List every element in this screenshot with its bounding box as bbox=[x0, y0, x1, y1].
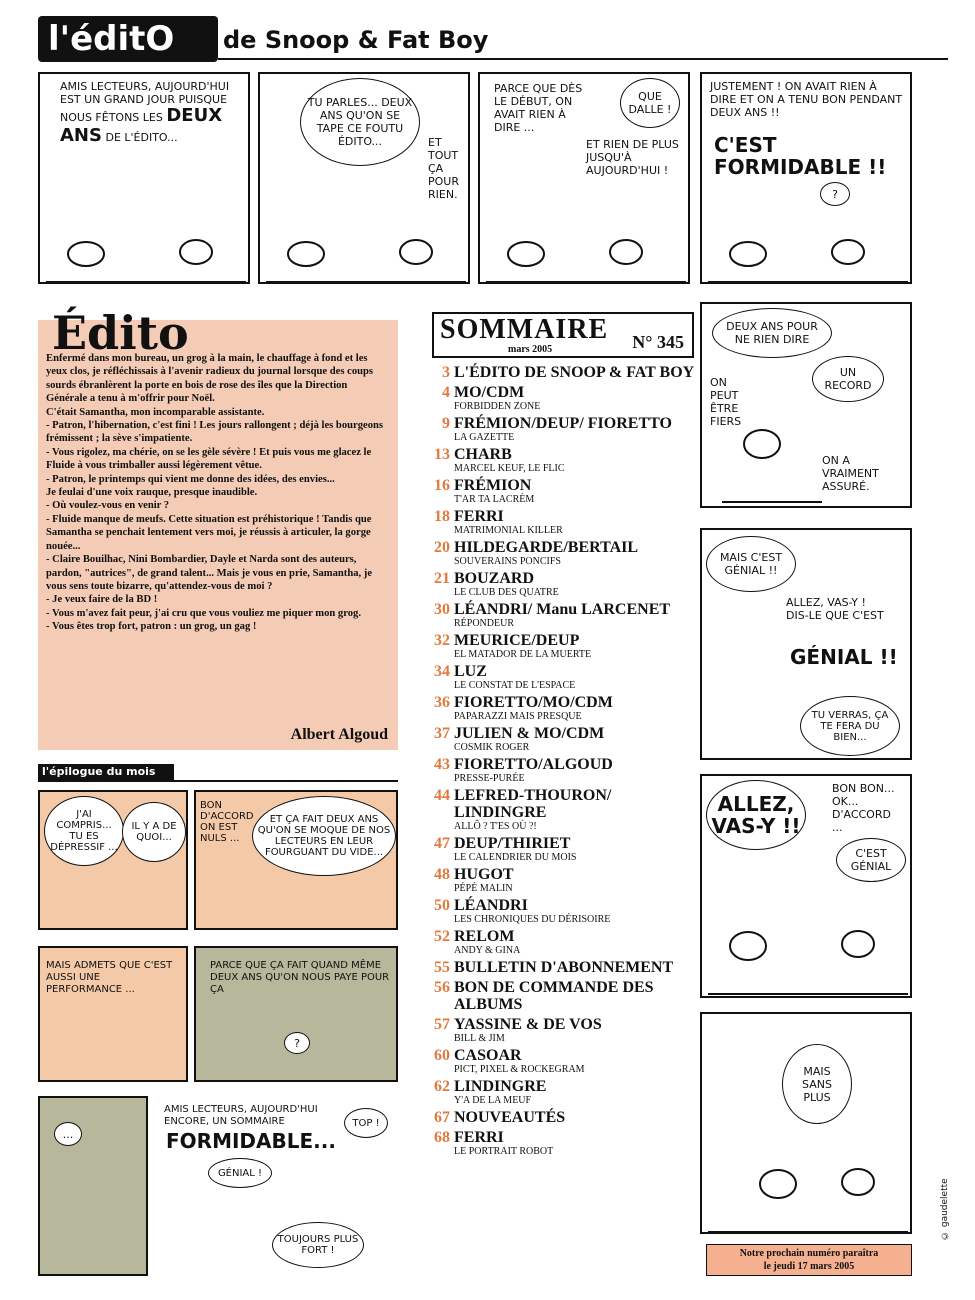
toc-subtitle: PICT, PIXEL & ROCKEGRAM bbox=[454, 1064, 585, 1075]
table-of-contents bbox=[430, 364, 700, 1160]
toc-page-number: 20 bbox=[434, 539, 450, 556]
speech-bubble: TU VERRAS, ÇA TE FERA DU BIEN... bbox=[800, 696, 900, 756]
toc-author: CHARB bbox=[454, 446, 512, 463]
toc-page-number: 44 bbox=[434, 787, 450, 804]
toc-subtitle: RÉPONDEUR bbox=[454, 618, 515, 629]
toc-subtitle: PÉPÉ MALIN bbox=[454, 883, 513, 894]
panel-big-text: GÉNIAL !! bbox=[790, 645, 898, 669]
toc-page-number: 67 bbox=[434, 1109, 450, 1126]
panel-big-text: FORMIDABLE... bbox=[166, 1129, 336, 1153]
panel-text: AMIS LECTEURS, AUJOURD'HUI EST UN GRAND JOUR PUISQUE NOUS FÊTONS LES bbox=[60, 80, 230, 124]
speech-bubble: MAIS SANS PLUS bbox=[782, 1044, 852, 1124]
toc-entry bbox=[430, 725, 700, 753]
toc-author: FRÉMION bbox=[454, 477, 532, 494]
header-subtitle: de Snoop & Fat Boy bbox=[223, 26, 489, 54]
edito-article bbox=[38, 306, 398, 750]
toc-entry bbox=[430, 384, 700, 412]
toc-page-number: 60 bbox=[434, 1047, 450, 1064]
toc-author: FERRI bbox=[454, 1129, 504, 1146]
edito-logo: l'éditO bbox=[38, 16, 218, 62]
panel-caption: ET TOUT ÇA POUR RIEN. bbox=[428, 136, 459, 201]
speech-bubble: TOUJOURS PLUS FORT ! bbox=[272, 1222, 364, 1268]
toc-entry bbox=[430, 446, 700, 474]
panel-caption: AMIS LECTEURS, AUJOURD'HUI ENCORE, UN SOMMAIRE bbox=[164, 1104, 318, 1127]
toc-page-number: 13 bbox=[434, 446, 450, 463]
toc-entry bbox=[430, 415, 700, 443]
toc-author: YASSINE & DE VOS bbox=[454, 1016, 602, 1033]
speech-bubble: C'EST GÉNIAL bbox=[836, 838, 906, 882]
toc-entry bbox=[430, 756, 700, 784]
edito-paragraph: Enfermé dans mon bureau, un grog à la main, le chauffage à fond et les yeux clos, je réfléchissais à l'avenir radieux du journal lorsque des coups sourds ébranlèrent la porte en bois de rose des îles que la Direction Générale a tenu à m'offrir pour Noël. bbox=[46, 353, 374, 405]
toc-subtitle: LA GAZETTE bbox=[454, 432, 515, 443]
next-issue-line1: Notre prochain numéro paraîtra bbox=[739, 1248, 879, 1259]
toc-author: BULLETIN D'ABONNEMENT bbox=[454, 959, 674, 976]
speech-bubble: TU PARLES... DEUX ANS QU'ON SE TAPE CE FOUTU ÉDITO... bbox=[300, 78, 420, 166]
toc-author: FIORETTO/MO/CDM bbox=[454, 694, 613, 711]
strip-right-panel-2 bbox=[700, 528, 912, 760]
strip-right-panel-4 bbox=[700, 1012, 912, 1234]
strip-top-panel-2 bbox=[258, 72, 470, 284]
characters-drawing bbox=[486, 224, 686, 284]
panel-caption: BON D'ACCORD ON EST NULS ... bbox=[200, 800, 254, 844]
toc-subtitle: FORBIDDEN ZONE bbox=[454, 401, 541, 412]
toc-subtitle: LE CONSTAT DE L'ESPACE bbox=[454, 680, 576, 691]
toc-entry bbox=[430, 570, 700, 598]
toc-page-number: 62 bbox=[434, 1078, 450, 1095]
toc-entry bbox=[430, 601, 700, 629]
toc-author: HILDEGARDE/BERTAIL bbox=[454, 539, 639, 556]
toc-entry bbox=[430, 663, 700, 691]
toc-page-number: 34 bbox=[434, 663, 450, 680]
toc-entry bbox=[430, 1078, 700, 1106]
toc-entry bbox=[430, 979, 700, 1013]
toc-author: LÉANDRI/ Manu LARCENET bbox=[454, 601, 671, 618]
toc-subtitle: LE CLUB DES QUATRE bbox=[454, 587, 559, 598]
epilogue-panel-1 bbox=[38, 790, 188, 930]
toc-page-number: 9 bbox=[442, 415, 450, 432]
toc-entry bbox=[430, 897, 700, 925]
toc-page-number: 18 bbox=[434, 508, 450, 525]
toc-subtitle: SOUVERAINS PONCIFS bbox=[454, 556, 561, 567]
toc-subtitle: BILL & JIM bbox=[454, 1033, 505, 1044]
characters-drawing bbox=[708, 906, 908, 996]
panel-caption: MAIS ADMETS QUE C'EST AUSSI UNE PERFORMANCE ... bbox=[46, 960, 173, 995]
toc-author: FERRI bbox=[454, 508, 504, 525]
toc-entry bbox=[430, 866, 700, 894]
panel-caption: JUSTEMENT ! ON AVAIT RIEN À DIRE ET ON A TENU BON PENDANT DEUX ANS !! bbox=[710, 80, 903, 119]
toc-entry bbox=[430, 1109, 700, 1126]
edito-paragraph: C'était Samantha, mon incomparable assistante. bbox=[46, 406, 265, 418]
strip-right-panel-3 bbox=[700, 774, 912, 998]
toc-page-number: 47 bbox=[434, 835, 450, 852]
toc-subtitle: LE CALENDRIER DU MOIS bbox=[454, 852, 577, 863]
panel-text: DE L'ÉDITO... bbox=[105, 131, 178, 144]
speech-bubble: ? bbox=[284, 1032, 310, 1054]
toc-entry bbox=[430, 364, 700, 381]
toc-page-number: 68 bbox=[434, 1129, 450, 1146]
toc-page-number: 30 bbox=[434, 601, 450, 618]
edito-paragraph: - Patron, le printemps qui vient me donne des idées, des envies... bbox=[46, 473, 335, 485]
panel-caption: PARCE QUE ÇA FAIT QUAND MÊME DEUX ANS QU'ON NOUS PAYE POUR ÇA bbox=[210, 960, 390, 995]
toc-author: CASOAR bbox=[454, 1047, 522, 1064]
edito-paragraph: - Où voulez-vous en venir ? bbox=[46, 500, 170, 512]
epilogue-rule bbox=[38, 780, 398, 782]
panel-caption: PARCE QUE DÈS LE DÉBUT, ON AVAIT RIEN À DIRE ... bbox=[494, 82, 583, 134]
edito-signature: Albert Algoud bbox=[290, 726, 388, 743]
speech-bubble: MAIS C'EST GÉNIAL !! bbox=[706, 536, 796, 592]
toc-author: LINDINGRE bbox=[454, 1078, 547, 1095]
toc-subtitle: PRESSE-PURÉE bbox=[454, 773, 525, 784]
toc-subtitle: T'AR TA LACRÈM bbox=[454, 494, 535, 505]
toc-page-number: 4 bbox=[442, 384, 450, 401]
toc-subtitle: MATRIMONIAL KILLER bbox=[454, 525, 563, 536]
toc-author: BOUZARD bbox=[454, 570, 535, 587]
speech-bubble: UN RECORD bbox=[812, 356, 884, 402]
toc-subtitle: LE PORTRAIT ROBOT bbox=[454, 1146, 554, 1157]
toc-page-number: 21 bbox=[434, 570, 450, 587]
epilogue-panel-6 bbox=[152, 1096, 398, 1276]
toc-entry bbox=[430, 539, 700, 567]
edito-paragraph: - Vous m'avez fait peur, j'ai cru que vous vouliez me piquer mon grog. bbox=[46, 607, 361, 619]
edito-paragraph: - Vous êtes trop fort, patron : un grog, un gag ! bbox=[46, 621, 257, 633]
toc-subtitle: MARCEL KEUF, LE FLIC bbox=[454, 463, 565, 474]
header-rule bbox=[218, 58, 948, 60]
toc-author: LEFRED-THOURON/ LINDINGRE bbox=[454, 787, 612, 821]
characters-drawing bbox=[708, 224, 908, 284]
next-issue-box bbox=[706, 1244, 912, 1276]
edito-paragraph: Je feulai d'une voix rauque, presque inaudible. bbox=[46, 487, 258, 499]
toc-author: DEUP/THIRIET bbox=[454, 835, 571, 852]
toc-entry bbox=[430, 477, 700, 505]
panel-caption: ALLEZ, VAS-Y ! DIS-LE QUE C'EST bbox=[786, 596, 884, 622]
toc-page-number: 55 bbox=[434, 959, 450, 976]
toc-entry bbox=[430, 959, 700, 976]
strip-top-panel-4 bbox=[700, 72, 912, 284]
issue-number: N° 345 bbox=[632, 332, 684, 352]
toc-entry bbox=[430, 1016, 700, 1044]
copyright-credit: © gaudelette bbox=[940, 1178, 950, 1240]
epilogue-label: l'épilogue du mois bbox=[38, 764, 174, 780]
characters-drawing bbox=[722, 414, 822, 504]
speech-bubble: ? bbox=[820, 182, 850, 206]
speech-bubble: IL Y A DE QUOI... bbox=[122, 802, 186, 862]
toc-author: HUGOT bbox=[454, 866, 514, 883]
panel-caption: ON A VRAIMENT ASSURÉ. bbox=[822, 454, 879, 493]
toc-page-number: 56 bbox=[434, 979, 450, 996]
toc-author: JULIEN & MO/CDM bbox=[454, 725, 605, 742]
panel-caption: ET RIEN DE PLUS JUSQU'À AUJOURD'HUI ! bbox=[586, 138, 679, 177]
epilogue-panel-4 bbox=[194, 946, 398, 1082]
toc-author: NOUVEAUTÉS bbox=[454, 1109, 566, 1126]
toc-page-number: 3 bbox=[442, 364, 450, 381]
edito-title: Édito bbox=[52, 306, 189, 360]
panel-big-text: DEUX ANS bbox=[60, 105, 223, 146]
strip-top-panel-3 bbox=[478, 72, 690, 284]
toc-author: MEURICE/DEUP bbox=[454, 632, 580, 649]
characters-drawing bbox=[46, 224, 246, 284]
toc-author: MO/CDM bbox=[454, 384, 525, 401]
toc-page-number: 37 bbox=[434, 725, 450, 742]
speech-bubble: ... bbox=[54, 1122, 82, 1146]
toc-author: RELOM bbox=[454, 928, 515, 945]
characters-drawing bbox=[266, 224, 466, 284]
toc-entry bbox=[430, 632, 700, 660]
sommaire-title: SOMMAIRE bbox=[440, 314, 609, 345]
toc-page-number: 57 bbox=[434, 1016, 450, 1033]
toc-author: FIORETTO/ALGOUD bbox=[454, 756, 613, 773]
speech-bubble: ET ÇA FAIT DEUX ANS QU'ON SE MOQUE DE NOS LECTEURS EN LEUR FOURGUANT DU VIDE... bbox=[252, 796, 396, 876]
toc-subtitle: COSMIK ROGER bbox=[454, 742, 530, 753]
toc-page-number: 52 bbox=[434, 928, 450, 945]
toc-author: FRÉMION/DEUP/ FIORETTO bbox=[454, 415, 672, 432]
edito-paragraph: - Fluide manque de meufs. Cette situation est préhistorique ! Tandis que Samantha se penchait lentement vers moi, je réussis à articuler, la gorge nouée... bbox=[46, 513, 372, 552]
page-header bbox=[38, 14, 948, 66]
toc-subtitle: LES CHRONIQUES DU DÉRISOIRE bbox=[454, 914, 611, 925]
toc-page-number: 16 bbox=[434, 477, 450, 494]
sommaire-header bbox=[432, 312, 694, 358]
speech-bubble: ALLEZ, VAS-Y !! bbox=[706, 780, 806, 850]
epilogue-panel-5 bbox=[38, 1096, 148, 1276]
speech-bubble: QUE DALLE ! bbox=[620, 78, 680, 128]
toc-page-number: 36 bbox=[434, 694, 450, 711]
toc-author: LÉANDRI bbox=[454, 897, 528, 914]
toc-author: BON DE COMMANDE DES ALBUMS bbox=[454, 979, 654, 1013]
speech-bubble: GÉNIAL ! bbox=[208, 1158, 272, 1188]
edito-paragraph: - Patron, l'hibernation, c'est fini ! Les jours rallongent ; déjà les bourgeons frémissent ; la sève s'impatiente. bbox=[46, 420, 384, 445]
toc-entry bbox=[430, 928, 700, 956]
toc-subtitle: ALLÔ ? T'ES OÙ ?! bbox=[454, 821, 537, 832]
toc-subtitle: EL MATADOR DE LA MUERTE bbox=[454, 649, 592, 660]
strip-top-panel-1 bbox=[38, 72, 250, 284]
toc-page-number: 43 bbox=[434, 756, 450, 773]
toc-entry bbox=[430, 1129, 700, 1157]
toc-page-number: 50 bbox=[434, 897, 450, 914]
toc-entry bbox=[430, 1047, 700, 1075]
toc-subtitle: ANDY & GINA bbox=[454, 945, 521, 956]
speech-bubble: DEUX ANS POUR NE RIEN DIRE bbox=[712, 308, 832, 358]
epilogue-panel-2 bbox=[194, 790, 398, 930]
edito-body bbox=[46, 352, 390, 634]
toc-entry bbox=[430, 787, 700, 832]
characters-drawing bbox=[708, 1144, 908, 1234]
toc-author: L'ÉDITO DE SNOOP & FAT BOY bbox=[454, 364, 695, 381]
edito-paragraph: - Claire Bouilhac, Nini Bombardier, Dayle et Narda sont des auteurs, pardon, "autrices", de grand talent... Mais je vous en prie, Samantha, je vous sens toute bizarre, qu'attendez-vous de moi ? bbox=[46, 554, 373, 592]
speech-bubble: TOP ! bbox=[344, 1108, 388, 1138]
strip-right-panel-1 bbox=[700, 302, 912, 508]
speech-bubble: J'AI COMPRIS... TU ES DÉPRESSIF ... bbox=[44, 796, 124, 866]
toc-entry bbox=[430, 508, 700, 536]
toc-page-number: 32 bbox=[434, 632, 450, 649]
epilogue-panel-3 bbox=[38, 946, 188, 1082]
next-issue-line2: le jeudi 17 mars 2005 bbox=[763, 1261, 855, 1272]
edito-paragraph: - Je veux faire de la BD ! bbox=[46, 594, 158, 606]
toc-entry bbox=[430, 835, 700, 863]
edito-paragraph: - Vous rigolez, ma chérie, on se les gèle sévère ! Et puis vous me glacez le Fluide à vous trimballer aussi légèrement vêtue. bbox=[46, 446, 372, 472]
panel-caption: ON PEUT ÊTRE FIERS bbox=[710, 376, 742, 428]
toc-page-number: 48 bbox=[434, 866, 450, 883]
toc-subtitle: Y'A DE LA MEUF bbox=[454, 1095, 532, 1106]
sommaire-date: mars 2005 bbox=[508, 344, 553, 355]
panel-big-text: C'EST FORMIDABLE !! bbox=[714, 133, 887, 179]
toc-entry bbox=[430, 694, 700, 722]
toc-subtitle: PAPARAZZI MAIS PRESQUE bbox=[454, 711, 582, 722]
panel-caption: BON BON... OK... D'ACCORD ... bbox=[832, 782, 895, 834]
toc-author: LUZ bbox=[454, 663, 487, 680]
